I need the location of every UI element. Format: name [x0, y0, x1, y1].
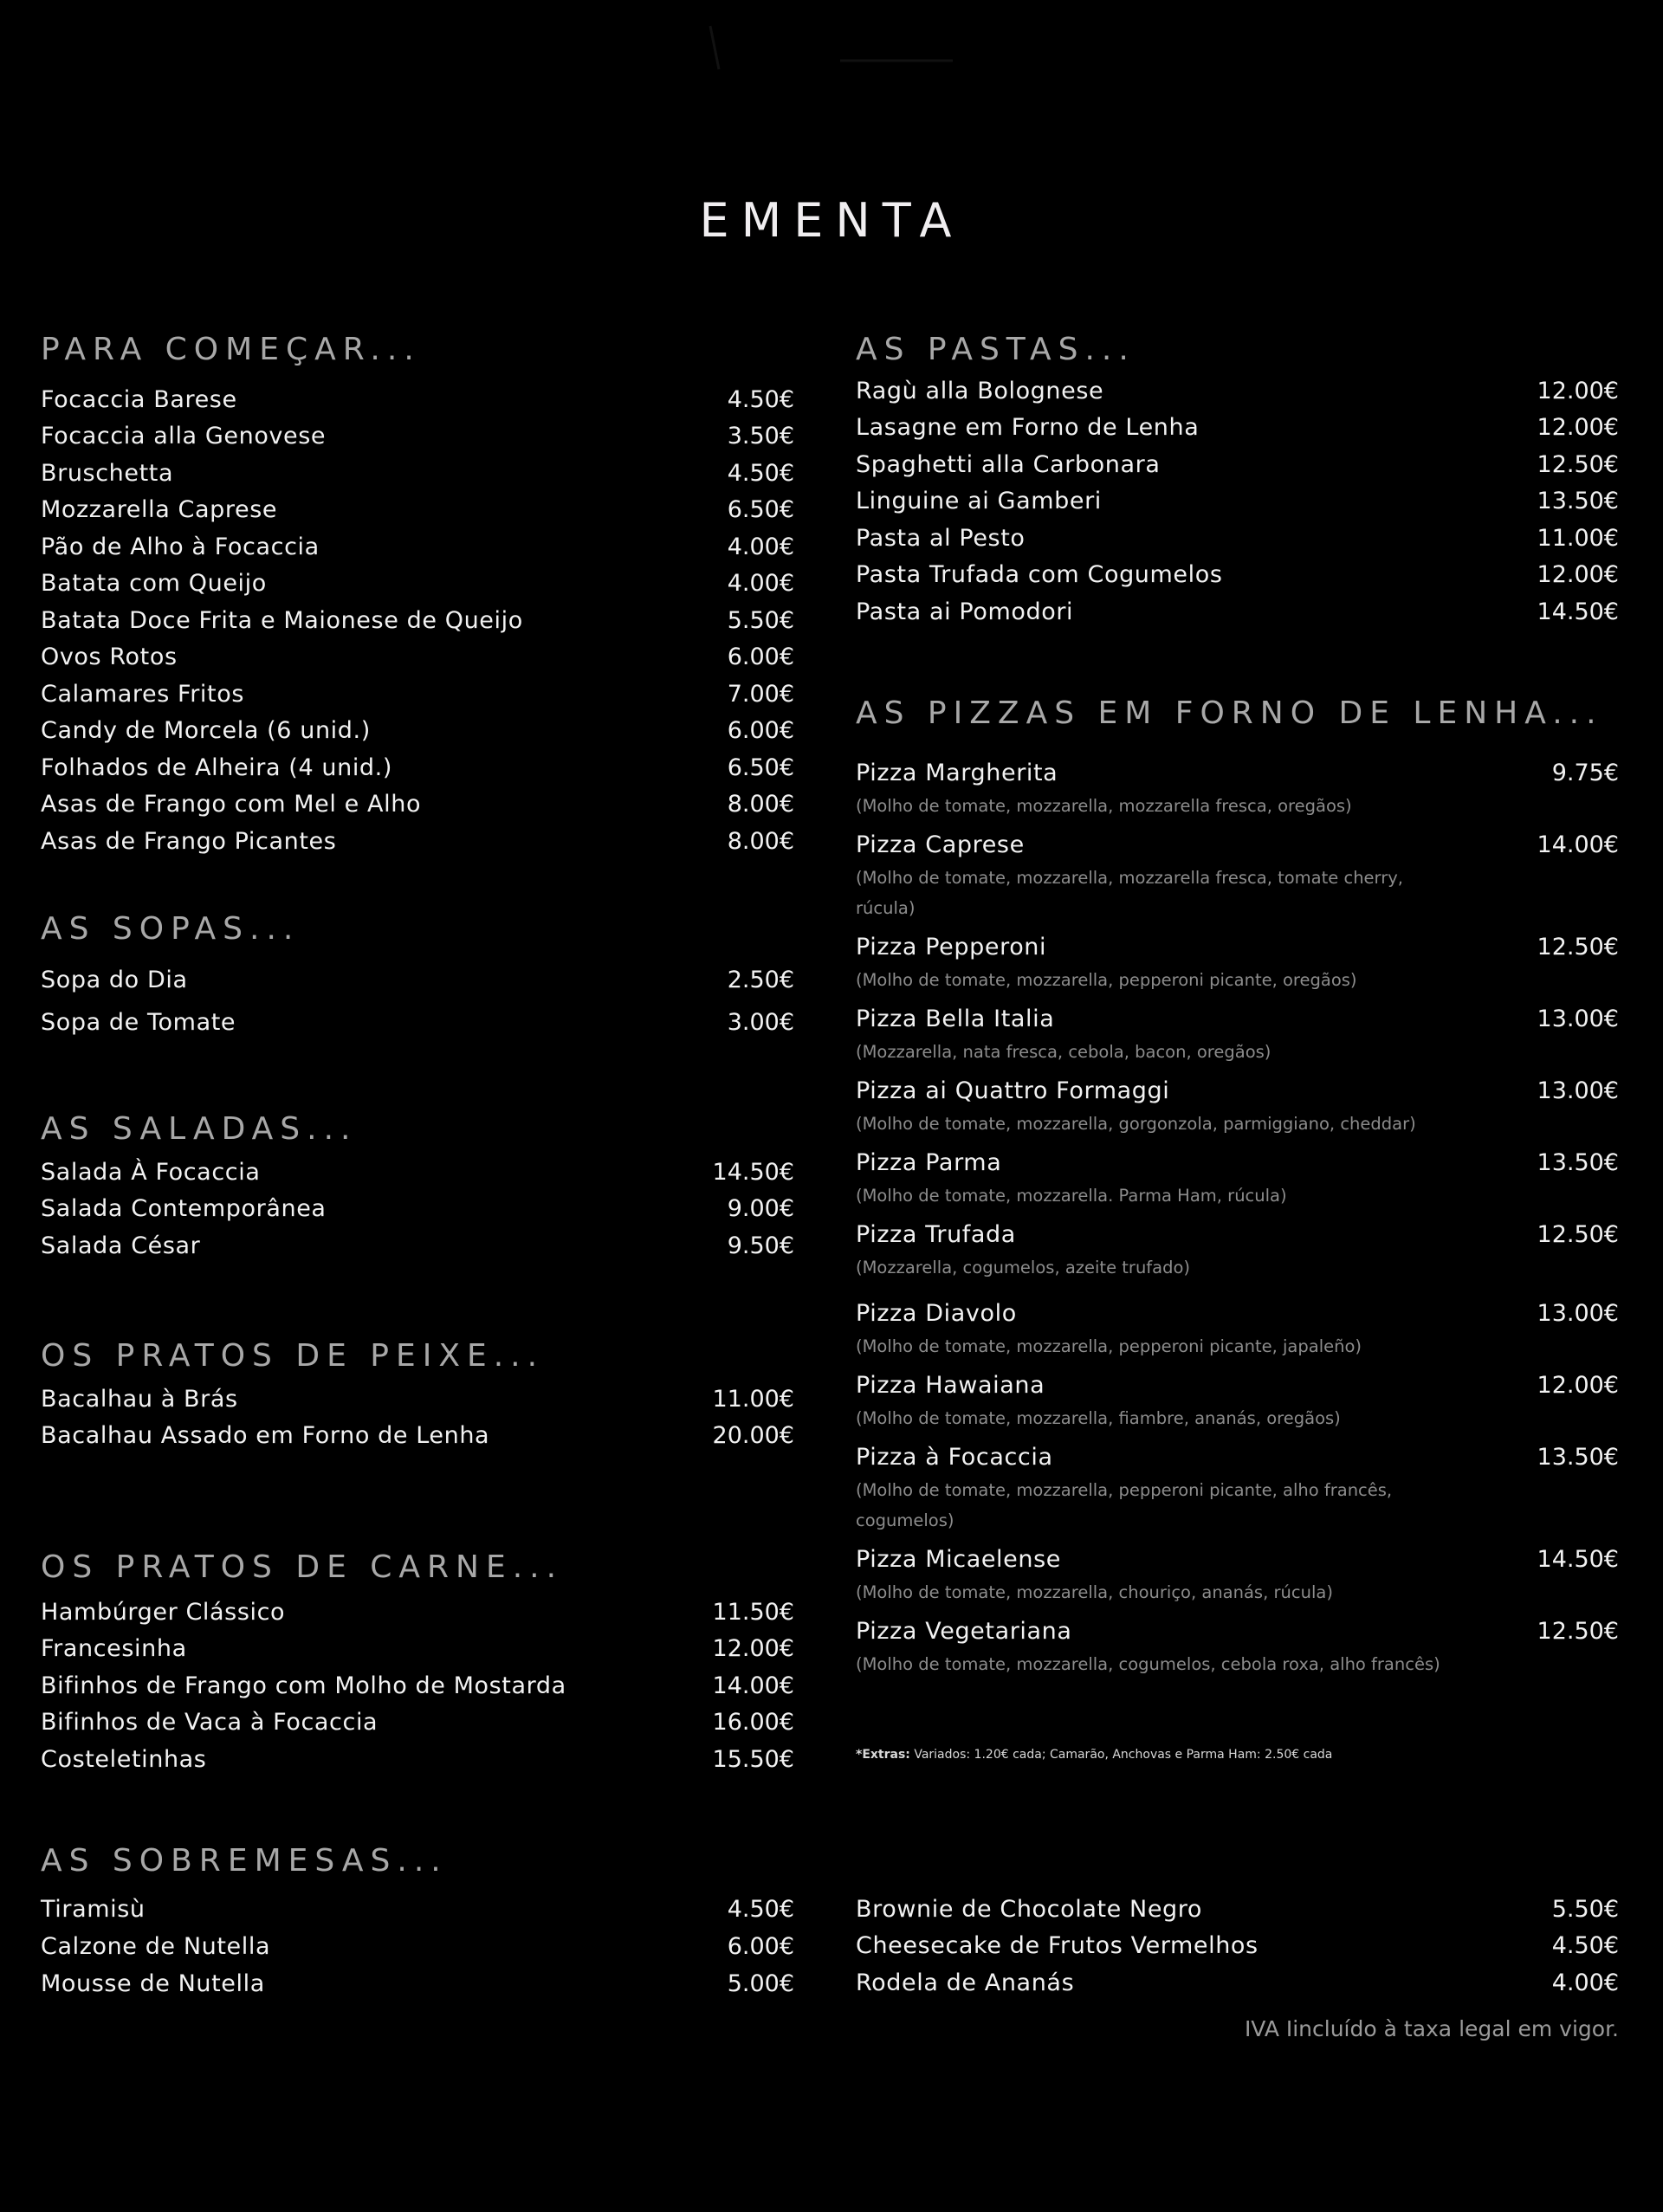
item-name: Pizza Trufada: [856, 1220, 1016, 1248]
item-description: (Mozzarella, nata fresca, cebola, bacon, oregãos): [856, 1042, 1272, 1062]
menu-item: [41, 639, 794, 676]
section-heading: OS PRATOS DE CARNE...: [41, 1549, 564, 1585]
item-name: Sopa de Tomate: [41, 1009, 236, 1036]
item-name: Francesinha: [41, 1635, 187, 1663]
item-price: 4.50€: [727, 1896, 794, 1923]
menu-item: [41, 823, 794, 860]
item-description: (Mozzarella, cogumelos, azeite trufado): [856, 1258, 1191, 1277]
menu-item: [856, 1613, 1619, 1649]
menu-item: [856, 1367, 1619, 1403]
item-name: Batata Doce Frita e Maionese de Queijo: [41, 606, 523, 634]
menu-item: [41, 1667, 794, 1704]
section-pastas: [856, 328, 1619, 631]
menu-item: [41, 749, 794, 786]
item-price: 12.00€: [1537, 414, 1619, 442]
menu-item: [856, 826, 1619, 863]
item-price: 15.50€: [712, 1745, 794, 1773]
menu-item: [856, 520, 1619, 557]
item-name: Calamares Fritos: [41, 680, 244, 708]
menu-item: [856, 1072, 1619, 1109]
menu-item: [41, 713, 794, 750]
item-name: Cheesecake de Frutos Vermelhos: [856, 1932, 1259, 1960]
menu-item: [856, 1541, 1619, 1577]
item-name: Lasagne em Forno de Lenha: [856, 414, 1200, 442]
menu-item: [41, 1191, 794, 1228]
menu-item: [856, 754, 1619, 791]
item-price: 4.00€: [1551, 1969, 1619, 1996]
menu-item: [41, 1965, 794, 2002]
menu-item: [856, 1000, 1619, 1037]
item-price: 8.00€: [727, 791, 794, 818]
item-description: (Molho de tomate, mozzarella, fiambre, ananás, oregãos): [856, 1408, 1341, 1428]
item-price: 12.00€: [1537, 1371, 1619, 1399]
item-name: Focaccia Barese: [41, 385, 237, 413]
item-price: 12.50€: [1537, 933, 1619, 960]
item-price: 12.00€: [1537, 377, 1619, 404]
menu-item: [41, 566, 794, 603]
item-name: Bifinhos de Vaca à Focaccia: [41, 1709, 379, 1737]
item-name: Sopa do Dia: [41, 967, 188, 993]
section-peixe: [41, 1335, 794, 1454]
item-description: (Molho de tomate, mozzarella, mozzarella fresca, oregãos): [856, 796, 1352, 816]
menu-item: [41, 1631, 794, 1668]
item-name: Pizza Pepperoni: [856, 933, 1047, 960]
item-price: 5.50€: [1551, 1895, 1619, 1923]
item-price: 12.50€: [1537, 1220, 1619, 1248]
item-price: 11.00€: [1537, 524, 1619, 552]
menu-item: [41, 1381, 794, 1418]
section-heading: AS PIZZAS EM FORNO DE LENHA...: [856, 695, 1603, 731]
extras-label: *Extras:: [856, 1748, 910, 1762]
item-price: 4.00€: [727, 570, 794, 598]
item-price: 7.00€: [727, 680, 794, 708]
item-price: 4.50€: [727, 459, 794, 487]
item-price: 6.00€: [727, 644, 794, 671]
item-name: Salada À Focaccia: [41, 1158, 261, 1186]
item-name: Hambúrger Clássico: [41, 1598, 286, 1626]
item-price: 14.00€: [1537, 831, 1619, 858]
item-name: Pizza à Focaccia: [856, 1443, 1053, 1471]
item-price: 3.00€: [727, 1009, 794, 1036]
restaurant-logo: [667, 17, 1100, 139]
item-name: Batata com Queijo: [41, 570, 267, 598]
item-price: 16.00€: [712, 1709, 794, 1737]
section-heading: PARA COMEÇAR...: [41, 332, 421, 367]
section-desserts-right: [856, 1891, 1619, 2002]
item-price: 13.50€: [1537, 1443, 1619, 1471]
menu-item: [856, 410, 1619, 447]
item-price: 11.50€: [712, 1598, 794, 1626]
section-heading: AS PASTAS...: [856, 332, 1136, 367]
item-name: Ovos Rotos: [41, 644, 178, 671]
item-price: 12.50€: [1537, 1617, 1619, 1645]
item-price: 6.50€: [727, 496, 794, 524]
menu-item: [856, 372, 1619, 410]
menu-item: [41, 418, 794, 456]
item-price: 13.00€: [1537, 1005, 1619, 1032]
item-description: (Molho de tomate, mozzarella, pepperoni picante, oregãos): [856, 970, 1357, 990]
item-description: (Molho de tomate, mozzarella, chouriço, ananás, rúcula): [856, 1582, 1333, 1602]
section-pizzas: [856, 692, 1619, 1685]
item-price: 20.00€: [712, 1422, 794, 1450]
item-price: 6.50€: [727, 754, 794, 781]
extras-note: [856, 1748, 1332, 1762]
item-name: Asas de Frango com Mel e Alho: [41, 791, 422, 818]
menu-item: [41, 1227, 794, 1264]
menu-item: [856, 483, 1619, 521]
menu-item: [41, 381, 794, 418]
section-sobremesas: [41, 1840, 794, 2002]
item-price: 5.50€: [727, 606, 794, 634]
menu-item: [41, 492, 794, 529]
item-description: (Molho de tomate, mozzarella, gorgonzola, parmiggiano, cheddar): [856, 1114, 1416, 1134]
item-name: Linguine ai Gamberi: [856, 488, 1102, 515]
item-price: 14.50€: [712, 1158, 794, 1186]
item-name: Candy de Morcela (6 unid.): [41, 717, 371, 745]
item-name: Ragù alla Bolognese: [856, 377, 1104, 404]
menu-item: [41, 455, 794, 492]
item-name: Bifinhos de Frango com Molho de Mostarda: [41, 1672, 566, 1699]
menu-item: [856, 1439, 1619, 1475]
menu-item: [856, 1295, 1619, 1331]
menu-item: [856, 1891, 1619, 1928]
item-name: Pasta al Pesto: [856, 524, 1026, 552]
item-price: 14.50€: [1537, 598, 1619, 625]
item-name: Tiramisù: [41, 1896, 146, 1923]
page-title: EMENTA: [699, 193, 964, 248]
item-description: (Molho de tomate, mozzarella, pepperoni picante, alho francês, cogumelos): [856, 1480, 1393, 1530]
item-description: (Molho de tomate, mozzarella, pepperoni picante, japaleño): [856, 1336, 1362, 1356]
item-name: Salada Contemporânea: [41, 1195, 327, 1223]
menu-item: [41, 1928, 794, 1965]
section-heading: OS PRATOS DE PEIXE...: [41, 1338, 545, 1374]
item-name: Pizza Parma: [856, 1148, 1002, 1176]
item-price: 4.00€: [727, 533, 794, 560]
item-price: 11.00€: [712, 1385, 794, 1413]
item-price: 13.00€: [1537, 1077, 1619, 1104]
item-name: Brownie de Chocolate Negro: [856, 1895, 1203, 1923]
item-name: Asas de Frango Picantes: [41, 827, 337, 855]
menu-item: [41, 676, 794, 713]
menu-item: [856, 1216, 1619, 1252]
item-description: (Molho de tomate, mozzarella, cogumelos, cebola roxa, alho francês): [856, 1654, 1440, 1674]
item-description: (Molho de tomate, mozzarella. Parma Ham, rúcula): [856, 1186, 1287, 1206]
item-price: 14.00€: [712, 1672, 794, 1699]
item-price: 4.50€: [1551, 1932, 1619, 1960]
item-name: Pizza Vegetariana: [856, 1617, 1072, 1645]
item-name: Spaghetti alla Carbonara: [856, 450, 1161, 478]
section-para-comecar: [41, 328, 794, 860]
section-sopas: [41, 908, 794, 1044]
item-name: Pizza Bella Italia: [856, 1005, 1055, 1032]
menu-item: [856, 557, 1619, 594]
item-name: Costeletinhas: [41, 1745, 207, 1773]
menu-item: [856, 1964, 1619, 2002]
item-price: 13.50€: [1537, 488, 1619, 515]
menu-item: [41, 1001, 794, 1044]
item-name: Pizza ai Quattro Formaggi: [856, 1077, 1170, 1104]
section-heading: AS SOBREMESAS...: [41, 1843, 448, 1879]
item-name: Pasta ai Pomodori: [856, 598, 1074, 625]
item-price: 2.50€: [727, 967, 794, 993]
item-name: Pizza Hawaiana: [856, 1371, 1045, 1399]
section-saladas: [41, 1108, 794, 1264]
item-name: Calzone de Nutella: [41, 1933, 271, 1960]
section-heading: AS SOPAS...: [41, 911, 301, 947]
item-price: 4.50€: [727, 385, 794, 413]
menu-item: [856, 928, 1619, 965]
item-name: Pasta Trufada com Cogumelos: [856, 561, 1223, 589]
item-price: 9.75€: [1551, 759, 1619, 786]
item-name: Mozzarella Caprese: [41, 496, 278, 524]
item-name: Bruschetta: [41, 459, 174, 487]
menu-item: [41, 959, 794, 1001]
menu-item: [856, 1144, 1619, 1180]
menu-item: [41, 1594, 794, 1631]
menu-item: [41, 1741, 794, 1778]
item-name: Rodela de Ananás: [856, 1969, 1075, 1996]
item-price: 9.00€: [727, 1195, 794, 1223]
item-name: Bacalhau Assado em Forno de Lenha: [41, 1422, 490, 1450]
item-name: Pizza Caprese: [856, 831, 1025, 858]
item-name: Focaccia alla Genovese: [41, 423, 327, 450]
item-price: 3.50€: [727, 423, 794, 450]
menu-item: [856, 593, 1619, 631]
item-name: Pão de Alho à Focaccia: [41, 533, 320, 560]
vat-note: IVA Iincluído à taxa legal em vigor.: [1244, 2016, 1619, 2041]
item-price: 8.00€: [727, 827, 794, 855]
item-description: (Molho de tomate, mozzarella, mozzarella fresca, tomate cherry, rúcula): [856, 868, 1403, 918]
menu-item: [856, 1928, 1619, 1965]
menu-item: [41, 1418, 794, 1455]
menu-item: [41, 786, 794, 824]
menu-item: [41, 602, 794, 639]
menu-item: [41, 1891, 794, 1928]
item-price: 12.50€: [1537, 450, 1619, 478]
item-name: Pizza Diavolo: [856, 1299, 1017, 1327]
item-price: 14.50€: [1537, 1545, 1619, 1573]
item-price: 6.00€: [727, 717, 794, 745]
item-price: 9.50€: [727, 1232, 794, 1259]
item-price: 13.50€: [1537, 1148, 1619, 1176]
item-price: 5.00€: [727, 1970, 794, 1997]
section-heading: AS SALADAS...: [41, 1111, 358, 1147]
menu-item: [41, 1704, 794, 1742]
item-price: 13.00€: [1537, 1299, 1619, 1327]
item-price: 6.00€: [727, 1933, 794, 1960]
section-carne: [41, 1546, 794, 1778]
item-name: Bacalhau à Brás: [41, 1385, 238, 1413]
item-name: Pizza Micaelense: [856, 1545, 1061, 1573]
item-name: Pizza Margherita: [856, 759, 1058, 786]
menu-item: [41, 528, 794, 566]
menu-item: [41, 1154, 794, 1191]
extras-text: Variados: 1.20€ cada; Camarão, Anchovas e Parma Ham: 2.50€ cada: [909, 1748, 1333, 1762]
item-name: Mousse de Nutella: [41, 1970, 265, 1997]
item-name: Salada César: [41, 1232, 201, 1259]
item-price: 12.00€: [1537, 561, 1619, 589]
menu-item: [856, 446, 1619, 483]
item-price: 12.00€: [712, 1635, 794, 1663]
item-name: Folhados de Alheira (4 unid.): [41, 754, 392, 781]
